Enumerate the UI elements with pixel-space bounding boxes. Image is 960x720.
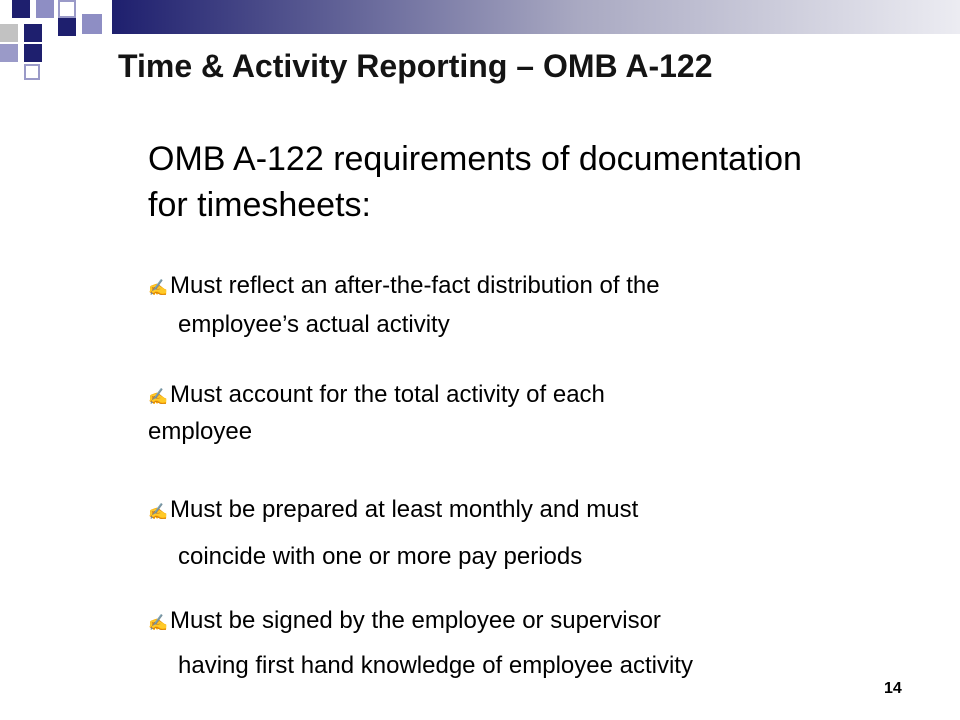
bullet-item (148, 488, 868, 579)
bullet-line (148, 600, 868, 645)
bullet-text: Must reflect an after-the-fact distribution of the (170, 272, 660, 299)
deco-square-outline (58, 0, 76, 18)
deco-square-outline (24, 64, 40, 80)
bullet-line: having first hand knowledge of employee activity (178, 652, 693, 679)
bullet-item (148, 600, 868, 687)
bullet-line: coincide with one or more pay periods (178, 543, 583, 570)
deco-square-navy (24, 44, 42, 62)
pen-icon: ✍ (148, 389, 168, 406)
bullet-text: Must be signed by the employee or supervisor (170, 607, 661, 634)
bullet-line (148, 268, 868, 307)
bullet-text: Must account for the total activity of each (170, 381, 605, 408)
header-gradient-bar (112, 0, 960, 34)
bullet-line (148, 378, 868, 415)
deco-square-lavender (0, 44, 18, 62)
slide-subtitle: OMB A-122 requirements of documentation for timesheets: (148, 140, 802, 224)
deco-square-lavender (82, 14, 102, 34)
page-number: 14 (884, 680, 902, 697)
bullet-text: Must be prepared at least monthly and must (170, 496, 639, 523)
deco-square-gray (0, 24, 18, 42)
bullet-line: employee (148, 418, 253, 445)
pen-icon: ✍ (148, 615, 168, 632)
pen-icon: ✍ (148, 504, 168, 521)
deco-square-lavender (36, 0, 54, 18)
bullet-line (148, 488, 868, 535)
bullet-line: employee’s actual activity (178, 311, 450, 338)
bullet-item (148, 378, 868, 449)
bullet-item (148, 268, 868, 343)
deco-square-navy (58, 18, 76, 36)
deco-square-navy (24, 24, 42, 42)
slide-title: Time & Activity Reporting – OMB A-122 (118, 48, 713, 84)
pen-icon: ✍ (148, 280, 168, 297)
deco-square-navy (12, 0, 30, 18)
